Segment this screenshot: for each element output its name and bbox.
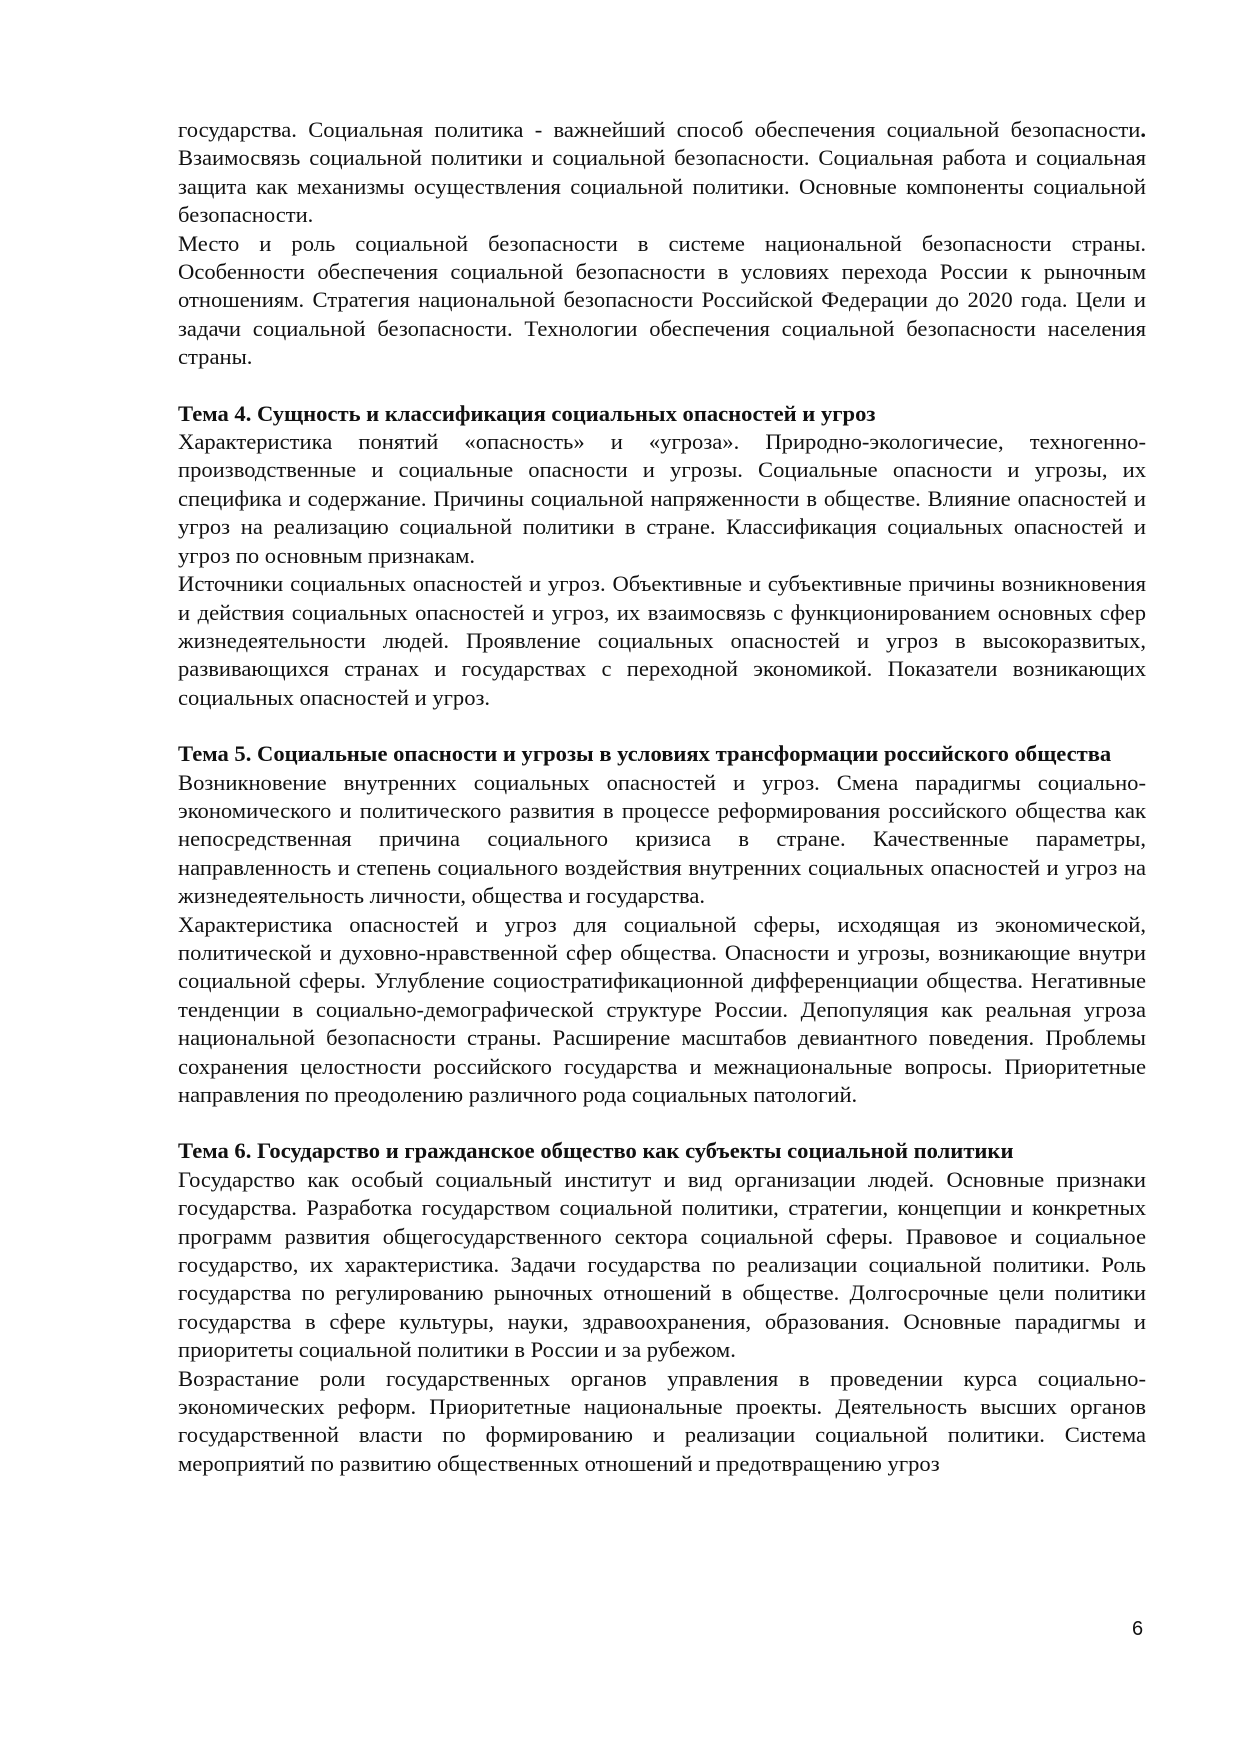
intro-paragraph-1 [178, 116, 1146, 230]
intro-paragraph-1-bold-dot: . [1140, 117, 1146, 142]
topic-4-paragraph-2: Источники социальных опасностей и угроз. Объективные и субъективные причины возникновения и действия социальных опасностей и угроз, их взаимосвязь с функционированием основных сфер жизнедеятельности людей. Проявление социальных опасностей и угроз в высокоразвитых, развивающихся странах и государствах с переходной экономикой. Показатели возникающих социальных опасностей и угроз. [178, 571, 1146, 710]
page-body [178, 116, 1146, 1478]
page-number: 6 [1132, 1618, 1144, 1640]
topic-5-paragraph-1: Возникновение внутренних социальных опасностей и угроз. Смена парадигмы социально-экономического и политического развития в процессе реформирования российского общества как непосредственная причина социального кризиса в стране. Качественные параметры, направленность и степень социального воздействия внутренних социальных опасностей и угроз на жизнедеятельность личности, общества и государства. [178, 769, 1146, 909]
section-gap [178, 372, 1146, 400]
section-gap [178, 1109, 1146, 1137]
section-gap [178, 712, 1146, 740]
topic-4-heading: Тема 4. Сущность и классификация социальных опасностей и угроз [178, 400, 876, 426]
intro-paragraph-2: Место и роль социальной безопасности в системе национальной безопасности страны. Особенности обеспечения социальной безопасности в условиях перехода России к рыночным отношениям. Стратегия национальной безопасности Российской Федерации до 2020 года. Цели и задачи социальной безопасности. Технологии обеспечения социальной безопасности населения страны. [178, 230, 1146, 370]
intro-paragraph-1-part-1: государства. Социальная политика - важнейший способ обеспечения социальной безопасности [178, 117, 1141, 142]
topic-5-heading: Тема 5. Социальные опасности и угрозы в условиях трансформации российского общества [178, 741, 1112, 767]
topic-6-paragraph-2: Возрастание роли государственных органов управления в проведении курса социально-экономических реформ. Приоритетные национальные проекты. Деятельность высших органов государственной власти по формированию и реализации социальной политики. Система мероприятий по развитию общественных отношений и предотвращению угроз [178, 1365, 1146, 1476]
topic-4-paragraph-1: Характеристика понятий «опасность» и «угроза». Природно-экологичесие, техногенно-производственные и социальные опасности и угрозы. Социальные опасности и угрозы, их специфика и содержание. Причины социальной напряженности в обществе. Влияние опасностей и угроз на реализацию социальной политики в стране. Классификация социальных опасностей и угроз по основным признакам. [178, 429, 1146, 568]
intro-paragraph-1-part-2: Взаимосвязь социальной политики и социальной безопасности. Социальная работа и социальная защита как механизмы осуществления социальной политики. Основные компоненты социальной безопасности. [178, 145, 1146, 228]
topic-6-heading: Тема 6. Государство и гражданское общество как субъекты социальной политики [178, 1138, 1014, 1164]
topic-5-paragraph-2: Характеристика опасностей и угроз для социальной сферы, исходящая из экономической, политической и духовно-нравственной сфер общества. Опасности и угрозы, возникающие внутри социальной сферы. Углубление социостратификационной дифференциации общества. Негативные тенденции в социально-демографической структуре России. Депопуляция как реальная угроза национальной безопасности страны. Расширение масштабов девиантного поведения. Проблемы сохранения целостности российского государства и межнациональные вопросы. Приоритетные направления по преодолению различного рода социальных патологий. [178, 911, 1146, 1107]
topic-6-paragraph-1: Государство как особый социальный институт и вид организации людей. Основные признаки государства. Разработка государством социальной политики, стратегии, концепции и конкретных программ развития общегосударственного сектора социальной сферы. Правовое и социальное государство, их характеристика. Задачи государства по реализации социальной политики. Роль государства по регулированию рыночных отношений в обществе. Долгосрочные цели политики государства в сфере культуры, науки, здравоохранения, образования. Основные парадигмы и приоритеты социальной политики в России и за рубежом. [178, 1166, 1146, 1363]
